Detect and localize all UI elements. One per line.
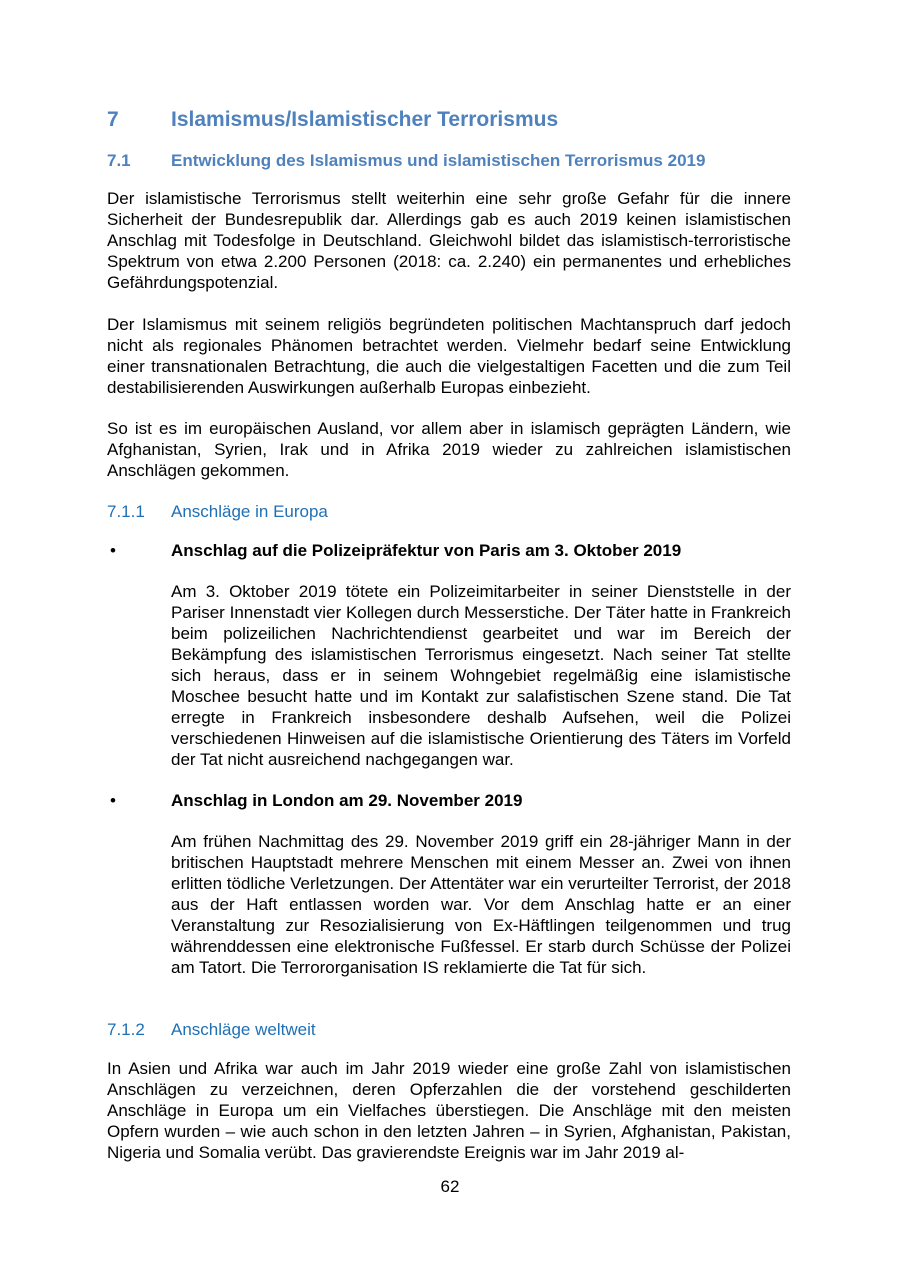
attack-heading-london <box>107 789 807 813</box>
section-heading <box>107 149 807 173</box>
chapter-heading <box>107 106 807 134</box>
attack-title: Anschlag auf die Polizeipräfektur von Paris am 3. Oktober 2019 <box>171 541 682 560</box>
attack-heading-paris <box>107 539 807 563</box>
bullet-icon: • <box>110 541 116 560</box>
subsection-title: Anschläge weltweit <box>171 1020 316 1039</box>
subsection-number: 7.1.1 <box>107 502 145 521</box>
intro-paragraph-2: Der Islamismus mit seinem religiös begründeten politischen Machtanspruch darf jedoch nicht als regionales Phänomen betrachtet werden. Vielmehr bedarf seine Entwicklung einer transnationalen Betrachtung, die auch die vielgestaltigen Facetten und die zum Teil destabilisierenden Auswirkungen außerhalb Europas einbezieht. <box>107 315 791 397</box>
section-title: Entwicklung des Islamismus und islamistischen Terrorismus 2019 <box>171 151 706 170</box>
chapter-title: Islamismus/Islamistischer Terrorismus <box>171 108 559 131</box>
attack-text-paris: Am 3. Oktober 2019 tötete ein Polizeimitarbeiter in seiner Dienststelle in der Pariser Innenstadt vier Kollegen durch Messerstiche. Der Täter hatte in Frankreich beim polizeilichen Nachrichtendienst gearbeitet und war im Bereich der Bekämpfung des islamistischen Terrorismus eingesetzt. Nach seiner Tat stellte sich heraus, dass er in seinem Wohngebiet regelmäßig eine islamistische Moschee besucht hatte und im Kontakt zur salafistischen Szene stand. Die Tat erregte in Frankreich insbesondere deshalb Aufsehen, weil die Polizei verschiedenen Hinweisen auf die islamistische Orientierung des Täters im Vorfeld der Tat nicht ausreichend nachgegangen war. <box>171 582 791 769</box>
subsection-heading-world <box>107 1018 807 1042</box>
intro-paragraph-1: Der islamistische Terrorismus stellt weiterhin eine sehr große Gefahr für die innere Sicherheit der Bundesrepublik dar. Allerdings gab es auch 2019 keinen islamistischen Anschlag mit Todesfolge in Deutschland. Gleichwohl bildet das islamistisch-terroristische Spektrum von etwa 2.200 Personen (2018: ca. 2.240) ein permanentes und erhebliches Gefährdungspotenzial. <box>107 189 791 292</box>
subsection-number: 7.1.2 <box>107 1020 145 1039</box>
subsection-title: Anschläge in Europa <box>171 502 328 521</box>
bullet-icon: • <box>110 791 116 810</box>
chapter-number: 7 <box>107 108 119 131</box>
section-number: 7.1 <box>107 151 131 170</box>
page-number: 62 <box>440 1177 460 1196</box>
world-paragraph: In Asien und Afrika war auch im Jahr 2019 wieder eine große Zahl von islamistischen Anschlägen zu verzeichnen, deren Opferzahlen die der vorstehend geschilderten Anschläge in Europa um ein Vielfaches überstiegen. Die Anschläge mit den meisten Opfern wurden – wie auch schon in den letzten Jahren – in Syrien, Afghanistan, Pakistan, Nigeria und Somalia verübt. Das gravierendste Ereignis war im Jahr 2019 al- <box>107 1059 791 1162</box>
intro-paragraph-3: So ist es im europäischen Ausland, vor allem aber in islamisch geprägten Ländern, wie Afghanistan, Syrien, Irak und in Afrika 2019 wieder zu zahlreichen islamistischen Anschlägen gekommen. <box>107 419 791 480</box>
attack-text-london: Am frühen Nachmittag des 29. November 2019 griff ein 28-jähriger Mann in der britischen Hauptstadt mehrere Menschen mit einem Messer an. Zwei von ihnen erlitten tödliche Verletzungen. Der Attentäter war ein verurteilter Terrorist, der 2018 aus der Haft entlassen worden war. Vor dem Anschlag hatte er an einer Veranstaltung zur Resozialisierung von Ex-Häftlingen teilgenommen und trug währenddessen eine elektronische Fußfessel. Er starb durch Schüsse der Polizei am Tatort. Die Terrororganisation IS reklamierte die Tat für sich. <box>171 832 791 977</box>
subsection-heading-europe <box>107 500 807 524</box>
attack-title: Anschlag in London am 29. November 2019 <box>171 791 523 810</box>
